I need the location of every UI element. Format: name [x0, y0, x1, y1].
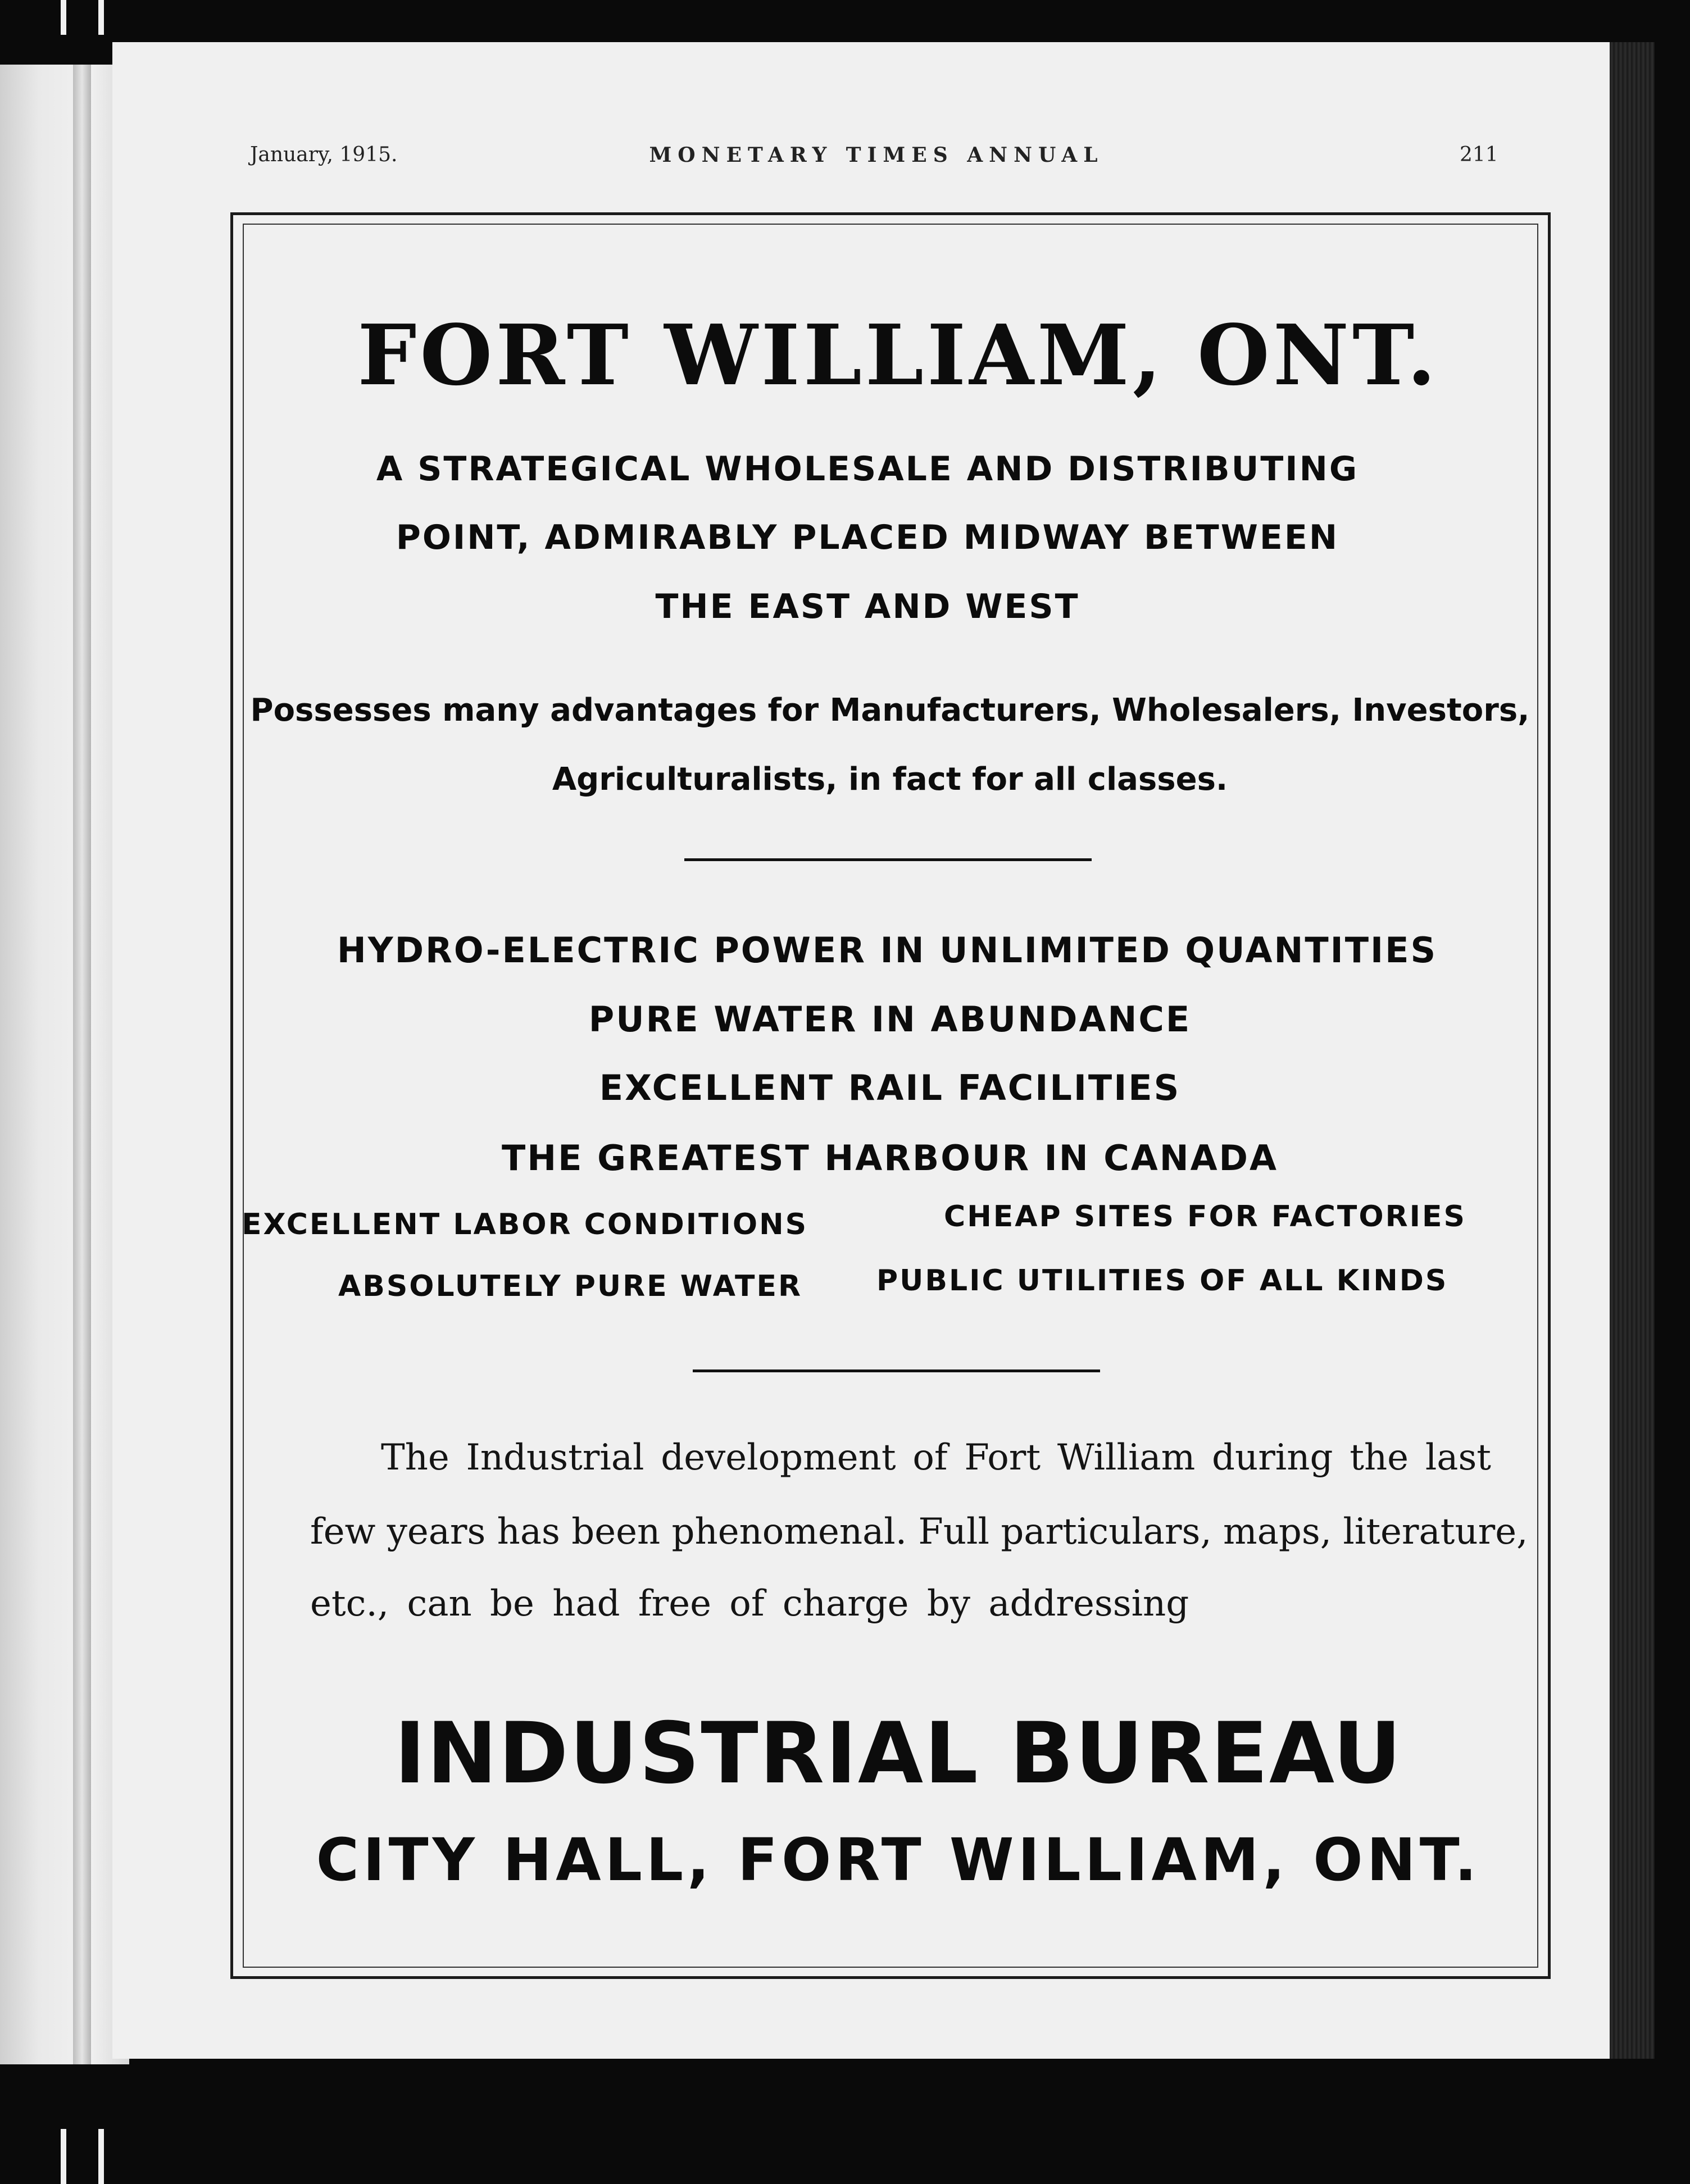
- header-date: January, 1915.: [250, 143, 398, 166]
- header-page-number: 211: [1460, 143, 1498, 166]
- crop-mark-bottom-1: [61, 2129, 66, 2184]
- feature-water: ABSOLUTELY PURE WATER: [338, 1270, 803, 1303]
- crop-mark-bottom-2: [98, 2129, 104, 2184]
- divider-rule-2: [693, 1369, 1100, 1372]
- feature-harbour: THE GREATEST HARBOUR IN CANADA: [501, 1138, 1279, 1179]
- advantages-line-1: Possesses many advantages for Manufacturers, Wholesalers, Investors,: [250, 692, 1530, 729]
- paragraph-line-1: The Industrial development of Fort William during the last: [381, 1437, 1491, 1478]
- feature-utilities: PUBLIC UTILITIES OF ALL KINDS: [876, 1264, 1448, 1298]
- paragraph-line-3: etc., can be had free of charge by addressing: [310, 1583, 1189, 1625]
- subtitle-line-2: POINT, ADMIRABLY PLACED MIDWAY BETWEEN: [396, 518, 1339, 557]
- bureau-name: INDUSTRIAL BUREAU: [394, 1705, 1403, 1803]
- feature-labor: EXCELLENT LABOR CONDITIONS: [242, 1208, 808, 1241]
- header-publication: MONETARY TIMES ANNUAL: [649, 143, 1104, 167]
- paragraph-line-2: few years has been phenomenal. Full particulars, maps, literature,: [310, 1511, 1528, 1553]
- crop-mark-top-2: [98, 0, 104, 35]
- feature-hydro-power: HYDRO-ELECTRIC POWER IN UNLIMITED QUANTITIES: [337, 930, 1438, 971]
- feature-sites: CHEAP SITES FOR FACTORIES: [944, 1200, 1466, 1234]
- advert-title: FORT WILLIAM, ONT.: [357, 306, 1439, 404]
- advantages-line-2: Agriculturalists, in fact for all classes.: [552, 761, 1228, 798]
- subtitle-line-3: THE EAST AND WEST: [655, 587, 1080, 626]
- feature-pure-water: PURE WATER IN ABUNDANCE: [588, 999, 1192, 1040]
- bureau-address: CITY HALL, FORT WILLIAM, ONT.: [316, 1826, 1481, 1894]
- feature-rail: EXCELLENT RAIL FACILITIES: [599, 1067, 1181, 1108]
- subtitle-line-1: A STRATEGICAL WHOLESALE AND DISTRIBUTING: [376, 449, 1359, 489]
- crop-mark-top-1: [61, 0, 66, 35]
- divider-rule-1: [684, 858, 1092, 861]
